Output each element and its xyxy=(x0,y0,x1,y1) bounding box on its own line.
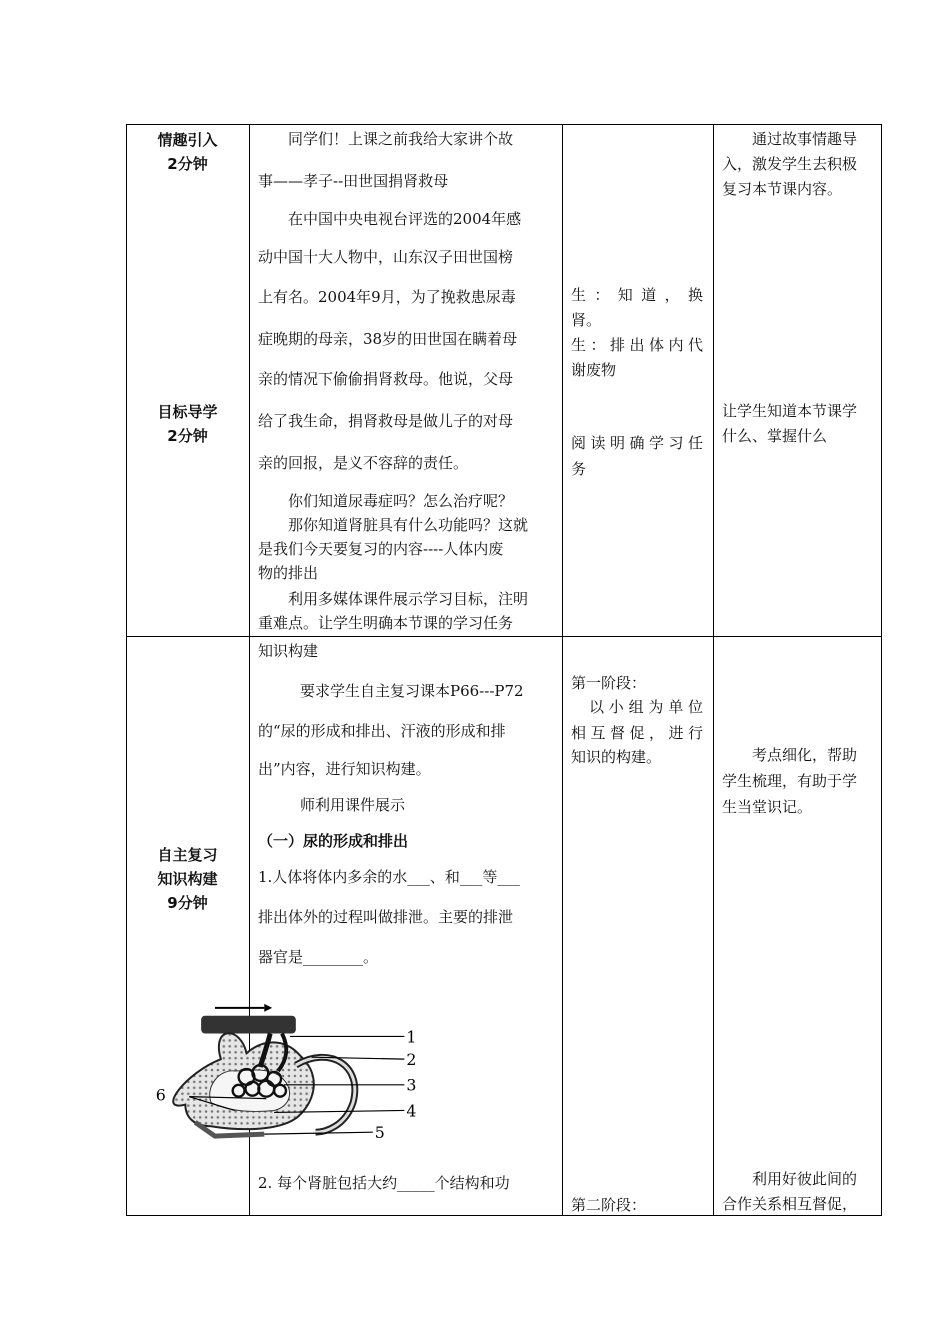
question-line: 器官是________。 xyxy=(258,948,379,966)
diagram-label-1: 1 xyxy=(406,1027,417,1047)
stage-goals xyxy=(127,400,248,448)
text-line: 肾。 xyxy=(571,311,602,329)
text-line: 合作关系相互督促， xyxy=(722,1195,858,1213)
text-line: 复习本节课内容。 xyxy=(722,180,843,198)
diagram-label-2: 2 xyxy=(406,1050,417,1070)
stage-self-review xyxy=(127,843,248,915)
stage-title: 情趣引入 xyxy=(157,131,218,149)
text-line: 那你知道肾脏具有什么功能吗？这就 xyxy=(288,516,529,534)
text-line: 生当堂识记。 xyxy=(722,798,813,816)
text-line: 通过故事情趣导 xyxy=(752,130,858,148)
text-line: 症晚期的母亲，38岁的田世国在瞒着母 xyxy=(258,330,518,348)
question-line: 2. 每个肾脏包括大约_____个结构和功 xyxy=(258,1174,510,1192)
section-heading: 知识构建 xyxy=(258,642,319,660)
text-line: 让学生知道本节课学 xyxy=(722,402,858,420)
text-line: 在中国中央电视台评选的2004年感 xyxy=(288,210,522,228)
student-activity-intro xyxy=(563,124,711,636)
question-line: 1.人体将体内多余的水___、和___等___ xyxy=(258,868,520,886)
text-line: 是我们今天要复习的内容----人体内废 xyxy=(258,540,504,558)
stage-subtitle: 知识构建 xyxy=(157,870,218,888)
design-intent-review xyxy=(714,636,882,1216)
text-line: 亲的回报，是义不容辞的责任。 xyxy=(258,454,469,472)
text-line: 考点细化，帮助 xyxy=(752,746,858,764)
stage-time: 2分钟 xyxy=(167,427,208,445)
diagram-label-4: 4 xyxy=(406,1101,417,1121)
text-line: 相互督促，进行 xyxy=(571,724,703,742)
stage-title: 自主复习 xyxy=(157,846,218,864)
text-line: 入，激发学生去积极 xyxy=(722,155,858,173)
text-line: 谢废物 xyxy=(571,361,617,379)
nephron-diagram xyxy=(134,996,434,1144)
stage-label: 第一阶段： xyxy=(571,674,647,692)
text-line: 阅读明确学习任 xyxy=(571,434,703,452)
text-line: 生：排出体内代 xyxy=(571,336,703,354)
diagram-label-5: 5 xyxy=(374,1123,385,1143)
stage-time: 9分钟 xyxy=(167,894,208,912)
stage-intro xyxy=(127,128,248,176)
question-line: 排出体外的过程叫做排泄。主要的排泄 xyxy=(258,908,514,926)
stage-time: 2分钟 xyxy=(167,155,208,173)
text-line: 出”内容，进行知识构建。 xyxy=(258,760,431,778)
text-line: 物的排出 xyxy=(258,564,319,582)
text-line: 务 xyxy=(571,460,587,478)
stage-title: 目标导学 xyxy=(157,403,218,421)
text-line: 你们知道尿毒症吗？怎么治疗呢？ xyxy=(288,492,514,510)
teacher-activity-intro xyxy=(250,124,561,636)
text-line: 的“尿的形成和排出、汗液的形成和排 xyxy=(258,722,506,740)
text-line: 利用好彼此间的 xyxy=(752,1170,858,1188)
text-line: 事——孝子--田世国捐肾救母 xyxy=(258,172,449,190)
text-line: 以小组为单位 xyxy=(589,698,703,716)
section-title: （一）尿的形成和排出 xyxy=(258,832,409,850)
text-line: 知识的构建。 xyxy=(571,748,662,766)
diagram-label-6: 6 xyxy=(155,1085,166,1105)
text-line: 亲的情况下偷偷捐肾救母。他说，父母 xyxy=(258,370,514,388)
text-line: 什么、掌握什么 xyxy=(722,427,828,445)
text-line: 生：知道，换 xyxy=(571,286,703,304)
text-line: 学生梳理，有助于学 xyxy=(722,772,858,790)
student-activity-review xyxy=(563,636,711,1216)
text-line: 要求学生自主复习课本P66---P72 xyxy=(300,682,524,700)
text-line: 上有名。2004年9月，为了挽救患尿毒 xyxy=(258,288,516,306)
text-line: 重难点。让学生明确本节课的学习任务 xyxy=(258,614,514,632)
text-line: 利用多媒体课件展示学习目标，注明 xyxy=(288,590,529,608)
diagram-label-3: 3 xyxy=(406,1075,417,1095)
text-line: 给了我生命，捐肾救母是做儿子的对母 xyxy=(258,412,514,430)
design-intent-intro xyxy=(714,124,882,636)
text-line: 动中国十大人物中，山东汉子田世国榜 xyxy=(258,248,514,266)
stage-label: 第二阶段： xyxy=(571,1196,647,1214)
text-line: 师利用课件展示 xyxy=(300,796,406,814)
text-line: 同学们！上课之前我给大家讲个故 xyxy=(288,130,514,148)
